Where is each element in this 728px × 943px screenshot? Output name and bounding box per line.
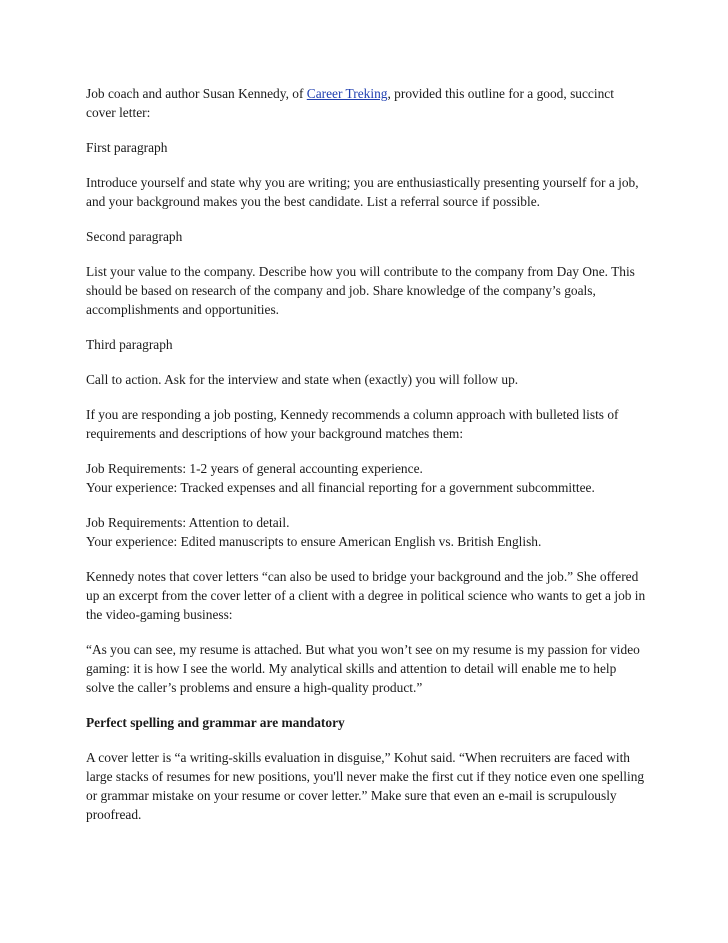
first-paragraph-heading: First paragraph [86, 140, 168, 155]
first-paragraph-body: Introduce yourself and state why you are writing; you are enthusiastically presenting yourself for a job, and your background makes you the best candidate. List a referral source if possible. [86, 175, 639, 209]
client-quote-paragraph: “As you can see, my resume is attached. But what you won’t see on my resume is my passion for video gaming: it is how I see the world. My analytical skills and attention to detail will enable me to help solve the caller’s problems and ensure a high-quality product.” [86, 642, 640, 695]
third-paragraph-body: Call to action. Ask for the interview and state when (exactly) you will follow up. [86, 372, 519, 387]
document-page [86, 84, 646, 840]
second-paragraph-heading: Second paragraph [86, 229, 183, 244]
example-2-experience: Your experience: Edited manuscripts to ensure American English vs. British English. [86, 534, 542, 549]
second-paragraph-body: List your value to the company. Describe how you will contribute to the company from Day One. This should be based on research of the company and job. Share knowledge of the company’s goals, accomplishments and opportunities. [86, 264, 635, 317]
example-block-1 [86, 459, 646, 497]
third-paragraph-heading: Third paragraph [86, 337, 173, 352]
career-treking-link[interactable]: Career Treking [306, 86, 388, 101]
example-block-2 [86, 513, 646, 551]
spelling-section-body: A cover letter is “a writing-skills evaluation in disguise,” Kohut said. “When recruiters are faced with large stacks of resumes for new positions, you'll never make the first cut if they notice even one spelling or grammar mistake on your resume or cover letter.” Make sure that even an e-mail is scrupulously proofread. [86, 750, 645, 822]
spelling-section-heading: Perfect spelling and grammar are mandatory [86, 715, 345, 730]
kennedy-notes-paragraph: Kennedy notes that cover letters “can also be used to bridge your background and the job.” She offered up an excerpt from the cover letter of a client with a degree in political science who wants to get a job in the video-gaming business: [86, 569, 646, 622]
intro-paragraph [86, 84, 646, 122]
job-posting-paragraph: If you are responding a job posting, Kennedy recommends a column approach with bulleted lists of requirements and descriptions of how your background matches them: [86, 407, 619, 441]
intro-text-before-link: Job coach and author Susan Kennedy, of [86, 86, 307, 101]
example-1-requirement: Job Requirements: 1-2 years of general accounting experience. [86, 461, 423, 476]
intro-text-after-link: , provided this outline for a good, succinct cover letter: [86, 86, 614, 120]
example-1-experience: Your experience: Tracked expenses and all financial reporting for a government subcommittee. [86, 480, 595, 495]
example-2-requirement: Job Requirements: Attention to detail. [86, 515, 290, 530]
